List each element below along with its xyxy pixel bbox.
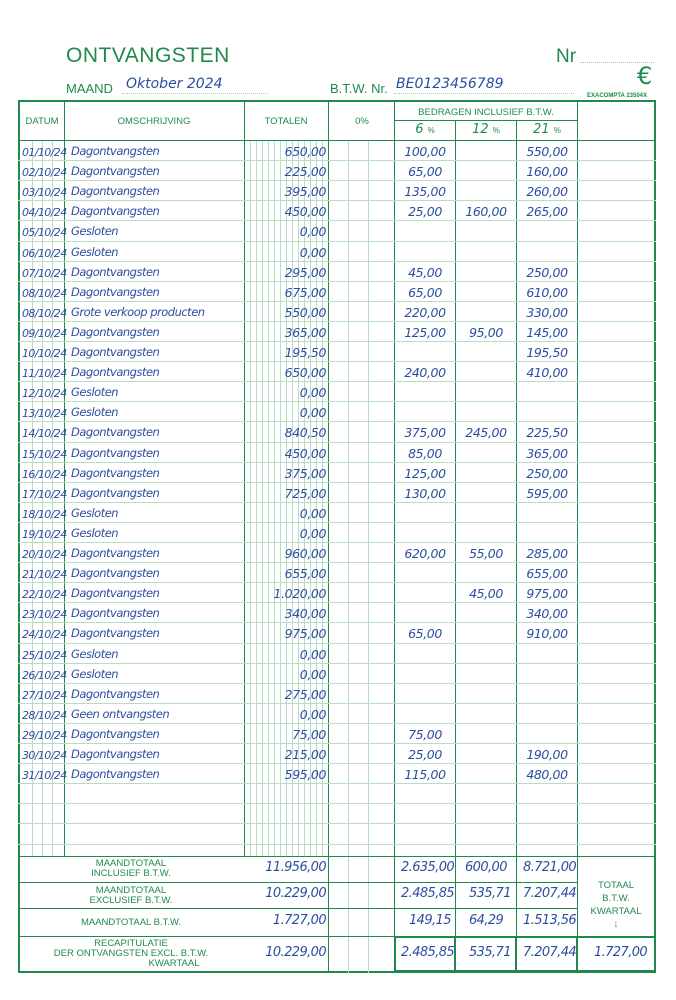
cell-total: 725,00 <box>284 485 326 501</box>
excl-rate-12: 535,71 <box>469 886 511 901</box>
table-row[interactable] <box>18 645 656 665</box>
receipts-table <box>18 100 656 973</box>
cell-description: Gesloten <box>71 666 119 681</box>
table-row[interactable] <box>18 584 656 604</box>
grid-hline-header <box>18 140 656 141</box>
cell-description: Dagontvangsten <box>71 345 160 359</box>
cell-description: Dagontvangsten <box>71 164 160 179</box>
euro-icon: € <box>637 62 653 90</box>
cell-date: 09/10/24 <box>22 326 67 340</box>
grid-hline-row <box>18 803 656 804</box>
cell-description: Dagontvangsten <box>71 445 160 460</box>
cell-rate-6: 135,00 <box>404 184 446 200</box>
cell-rate-21: 550,00 <box>526 144 568 159</box>
cell-rate-21: 610,00 <box>526 284 568 300</box>
cell-date: 01/10/24 <box>22 146 67 159</box>
vat-rate-6: 149,15 <box>409 913 451 928</box>
cell-date: 25/10/24 <box>22 648 67 662</box>
cell-description: Gesloten <box>71 505 119 520</box>
cell-description: Dagontvangsten <box>71 465 160 480</box>
cell-rate-21: 265,00 <box>526 204 568 220</box>
recap-label: RECAPITULATIE DER ONTVANGSTEN EXCL. B.T.W. KWARTAAL <box>53 938 209 969</box>
cell-rate-6: 125,00 <box>404 465 446 481</box>
cell-total: 595,00 <box>284 767 326 783</box>
cell-total: 225,00 <box>284 164 326 180</box>
cell-date: 07/10/24 <box>22 266 67 280</box>
cell-total: 340,00 <box>284 606 326 622</box>
cell-description: Gesloten <box>71 646 119 661</box>
cell-description: Gesloten <box>71 385 119 400</box>
cell-rate-6: 45,00 <box>408 264 442 280</box>
cell-rate-21: 190,00 <box>526 747 568 762</box>
cell-rate-12: 245,00 <box>465 425 507 441</box>
cell-total: 375,00 <box>284 465 326 481</box>
cell-date: 29/10/24 <box>22 728 67 742</box>
cell-date: 03/10/24 <box>22 186 67 200</box>
cell-rate-21: 595,00 <box>526 485 568 501</box>
cell-total: 195,50 <box>284 345 326 360</box>
cell-total: 450,00 <box>284 204 326 220</box>
table-row[interactable] <box>18 343 656 363</box>
col-header-totalen: TOTALEN <box>264 116 308 127</box>
incl-total-label: MAANDTOTAAL INCLUSIEF B.T.W. <box>91 858 171 879</box>
cell-description: Grote verkoop producten <box>71 304 205 319</box>
table-row[interactable] <box>18 423 656 443</box>
table-row[interactable] <box>18 383 656 403</box>
cell-date: 04/10/24 <box>22 206 67 220</box>
recap-box-6 <box>394 936 456 972</box>
col-header-rate-21: 21 % <box>533 122 561 137</box>
table-row[interactable] <box>18 263 656 283</box>
grid-hline-summary-3 <box>18 908 577 909</box>
cell-rate-6: 85,00 <box>408 445 442 461</box>
cell-total: 365,00 <box>284 324 326 340</box>
table-row[interactable] <box>18 745 656 765</box>
grid-hline-bedragen <box>394 120 578 121</box>
table-row[interactable] <box>18 544 656 564</box>
cell-description: Dagontvangsten <box>71 566 160 581</box>
vat-number-label: B.T.W. Nr. <box>330 81 388 96</box>
grid-hline-row <box>18 844 656 845</box>
excl-total-label: MAANDTOTAAL EXCLUSIEF B.T.W. <box>89 885 173 906</box>
cell-date: 24/10/24 <box>22 628 67 642</box>
quarter-vat-label: TOTAAL B.T.W. KWARTAAL ↓ <box>590 880 642 930</box>
table-row[interactable] <box>18 624 656 644</box>
recap-rate-6: 2.485,85 <box>401 945 455 960</box>
cell-description: Geen ontvangsten <box>71 706 170 721</box>
incl-total-value: 11.956,00 <box>265 860 326 875</box>
cell-rate-21: 285,00 <box>526 546 568 561</box>
table-row[interactable] <box>18 222 656 242</box>
table-row[interactable] <box>18 665 656 685</box>
cell-description: Dagontvangsten <box>71 747 160 761</box>
excl-rate-21: 7.207,44 <box>523 886 577 901</box>
cell-date: 11/10/24 <box>22 367 67 381</box>
table-row[interactable] <box>18 202 656 222</box>
recap-total-value: 10.229,00 <box>265 945 326 960</box>
month-underline <box>122 93 268 94</box>
number-label: Nr <box>556 46 577 67</box>
table-row[interactable] <box>18 303 656 323</box>
cell-date: 20/10/24 <box>22 548 67 561</box>
month-value[interactable]: Oktober 2024 <box>126 76 223 92</box>
excl-total-value: 10.229,00 <box>265 886 326 901</box>
cell-description: Dagontvangsten <box>71 546 160 560</box>
cell-total: 650,00 <box>284 365 326 381</box>
cell-rate-21: 655,00 <box>526 566 568 582</box>
cell-rate-6: 130,00 <box>404 485 446 501</box>
cell-rate-21: 250,00 <box>526 264 568 280</box>
cell-description: Dagontvangsten <box>71 144 160 158</box>
col-header-rate-12: 12 % <box>472 122 500 137</box>
cell-rate-12: 160,00 <box>465 204 507 220</box>
cell-date: 12/10/24 <box>22 387 67 401</box>
incl-rate-12: 600,00 <box>465 860 507 875</box>
cell-rate-21: 910,00 <box>526 626 568 642</box>
arrow-down-icon: ↓ <box>613 919 619 930</box>
cell-rate-6: 100,00 <box>404 144 446 159</box>
table-row[interactable] <box>18 604 656 624</box>
cell-description: Dagontvangsten <box>71 264 160 279</box>
cell-description: Dagontvangsten <box>71 284 160 299</box>
cell-total: 0,00 <box>299 646 326 662</box>
cell-rate-21: 480,00 <box>526 767 568 783</box>
cell-date: 31/10/24 <box>22 769 67 783</box>
cell-description: Dagontvangsten <box>71 485 160 500</box>
cell-rate-21: 260,00 <box>526 184 568 200</box>
grid-hline-row <box>18 823 656 824</box>
cell-total: 655,00 <box>284 566 326 582</box>
excl-rate-6: 2.485,85 <box>401 886 455 901</box>
vat-number-underline <box>394 93 574 94</box>
cell-description: Gesloten <box>71 244 119 259</box>
col-header-omschrijving: OMSCHRIJVING <box>117 116 191 127</box>
cell-date: 28/10/24 <box>22 708 67 722</box>
cell-rate-6: 25,00 <box>408 204 442 220</box>
cell-description: Dagontvangsten <box>71 184 160 199</box>
vat-number-value[interactable]: BE0123456789 <box>396 76 504 92</box>
recap-quarter-vat: 1.727,00 <box>594 945 648 960</box>
cell-description: Gesloten <box>71 405 119 420</box>
cell-rate-6: 620,00 <box>404 546 446 561</box>
col-header-bedragen: BEDRAGEN INCLUSIEF B.T.W. <box>418 107 554 118</box>
cell-total: 0,00 <box>299 224 326 240</box>
vat-rate-12: 64,29 <box>469 913 504 928</box>
cell-date: 30/10/24 <box>22 749 67 762</box>
cell-description: Dagontvangsten <box>71 606 160 621</box>
cell-total: 960,00 <box>284 546 326 561</box>
cell-total: 0,00 <box>299 666 326 682</box>
cell-rate-12: 45,00 <box>469 586 503 602</box>
cell-rate-6: 375,00 <box>404 425 446 441</box>
cell-description: Dagontvangsten <box>71 767 160 782</box>
cell-date: 26/10/24 <box>22 668 67 682</box>
cell-rate-6: 75,00 <box>408 726 442 742</box>
cell-rate-21: 250,00 <box>526 465 568 481</box>
table-row[interactable] <box>18 504 656 524</box>
cell-date: 10/10/24 <box>22 347 67 360</box>
cell-total: 395,00 <box>284 184 326 200</box>
cell-total: 295,00 <box>284 264 326 280</box>
cell-rate-21: 195,50 <box>526 345 568 360</box>
table-row[interactable] <box>18 283 656 303</box>
grid-vline-zero-top <box>394 100 395 120</box>
incl-rate-6: 2.635,00 <box>401 860 455 875</box>
cell-description: Dagontvangsten <box>71 586 160 601</box>
cell-rate-12: 55,00 <box>469 546 503 561</box>
cell-rate-12: 95,00 <box>469 324 503 340</box>
incl-rate-21: 8.721,00 <box>523 860 577 875</box>
cell-description: Dagontvangsten <box>71 686 160 701</box>
cell-rate-6: 25,00 <box>408 747 442 762</box>
table-row[interactable] <box>18 725 656 745</box>
month-label: MAAND <box>66 81 113 96</box>
cell-rate-6: 115,00 <box>404 767 446 783</box>
table-row[interactable] <box>18 142 656 162</box>
cell-total: 1.020,00 <box>273 586 326 602</box>
page-title: ONTVANGSTEN <box>66 44 230 67</box>
cell-date: 02/10/24 <box>22 166 67 180</box>
cell-total: 550,00 <box>284 304 326 320</box>
cell-date: 16/10/24 <box>22 467 67 481</box>
cell-date: 14/10/24 <box>22 427 67 441</box>
cell-total: 0,00 <box>299 405 326 421</box>
cell-rate-21: 160,00 <box>526 164 568 180</box>
cell-date: 17/10/24 <box>22 487 67 501</box>
vat-total-value: 1.727,00 <box>272 913 326 928</box>
table-row[interactable] <box>18 464 656 484</box>
recap-rate-12: 535,71 <box>469 945 511 960</box>
cell-description: Dagontvangsten <box>71 365 160 380</box>
cell-description: Gesloten <box>71 224 119 239</box>
cell-rate-6: 65,00 <box>408 284 442 300</box>
table-row[interactable] <box>18 182 656 202</box>
cell-description: Dagontvangsten <box>71 726 160 741</box>
cell-rate-21: 225,50 <box>526 425 568 441</box>
cell-total: 0,00 <box>299 525 326 541</box>
table-row[interactable] <box>18 444 656 464</box>
cell-date: 21/10/24 <box>22 568 67 582</box>
cell-date: 18/10/24 <box>22 507 67 521</box>
cell-rate-6: 65,00 <box>408 164 442 180</box>
col-header-zero-percent: 0% <box>355 116 369 127</box>
vat-rate-21: 1.513,56 <box>523 913 577 928</box>
grid-hline-summary-2 <box>18 882 577 883</box>
cell-rate-6: 240,00 <box>404 365 446 381</box>
table-row[interactable] <box>18 685 656 705</box>
table-row[interactable] <box>18 243 656 263</box>
cell-rate-6: 220,00 <box>404 304 446 320</box>
cell-rate-21: 145,00 <box>526 324 568 340</box>
cell-total: 0,00 <box>299 385 326 401</box>
cell-description: Dagontvangsten <box>71 626 160 641</box>
cell-rate-6: 65,00 <box>408 626 442 642</box>
vat-total-label: MAANDTOTAAL B.T.W. <box>80 917 182 928</box>
cell-rate-21: 365,00 <box>526 445 568 461</box>
table-row[interactable] <box>18 484 656 504</box>
cell-date: 08/10/24 <box>22 306 67 320</box>
cell-date: 27/10/24 <box>22 688 67 702</box>
cell-description: Dagontvangsten <box>71 425 160 440</box>
recap-box-12 <box>454 936 517 972</box>
recap-rate-21: 7.207,44 <box>523 945 577 960</box>
cell-total: 0,00 <box>299 706 326 722</box>
cell-total: 450,00 <box>284 445 326 461</box>
cell-rate-21: 410,00 <box>526 365 568 381</box>
table-row[interactable] <box>18 524 656 544</box>
cell-description: Dagontvangsten <box>71 204 160 219</box>
cell-date: 08/10/24 <box>22 286 67 300</box>
table-row[interactable] <box>18 765 656 785</box>
cell-rate-6: 125,00 <box>404 324 446 340</box>
cell-description: Dagontvangsten <box>71 324 160 339</box>
table-row[interactable] <box>18 403 656 423</box>
recap-box-21 <box>515 936 578 972</box>
cell-total: 650,00 <box>284 144 326 159</box>
col-header-rate-6: 6 % <box>415 122 435 137</box>
cell-total: 0,00 <box>299 505 326 521</box>
cell-rate-21: 340,00 <box>526 606 568 622</box>
cell-rate-21: 330,00 <box>526 304 568 320</box>
table-row[interactable] <box>18 564 656 584</box>
brand-code: EXACOMPTA 23504X <box>587 93 648 99</box>
cell-date: 15/10/24 <box>22 447 67 461</box>
cell-date: 23/10/24 <box>22 608 67 622</box>
grid-hline-summary-top <box>18 856 656 857</box>
cell-total: 675,00 <box>284 284 326 300</box>
cell-date: 05/10/24 <box>22 226 67 240</box>
cell-total: 215,00 <box>284 747 326 762</box>
recap-box-quarter <box>576 936 656 972</box>
col-header-datum: DATUM <box>25 116 59 127</box>
cell-total: 840,50 <box>284 425 326 441</box>
cell-rate-21: 975,00 <box>526 586 568 602</box>
cell-total: 0,00 <box>299 244 326 260</box>
cell-date: 19/10/24 <box>22 527 67 541</box>
table-row[interactable] <box>18 162 656 182</box>
cell-total: 275,00 <box>284 686 326 702</box>
table-row[interactable] <box>18 363 656 383</box>
table-row[interactable] <box>18 323 656 343</box>
table-row[interactable] <box>18 705 656 725</box>
cell-description: Gesloten <box>71 525 119 540</box>
cell-date: 13/10/24 <box>22 407 67 421</box>
cell-date: 06/10/24 <box>22 246 67 260</box>
cell-total: 975,00 <box>284 626 326 642</box>
cell-date: 22/10/24 <box>22 588 67 602</box>
cell-total: 75,00 <box>292 726 326 742</box>
